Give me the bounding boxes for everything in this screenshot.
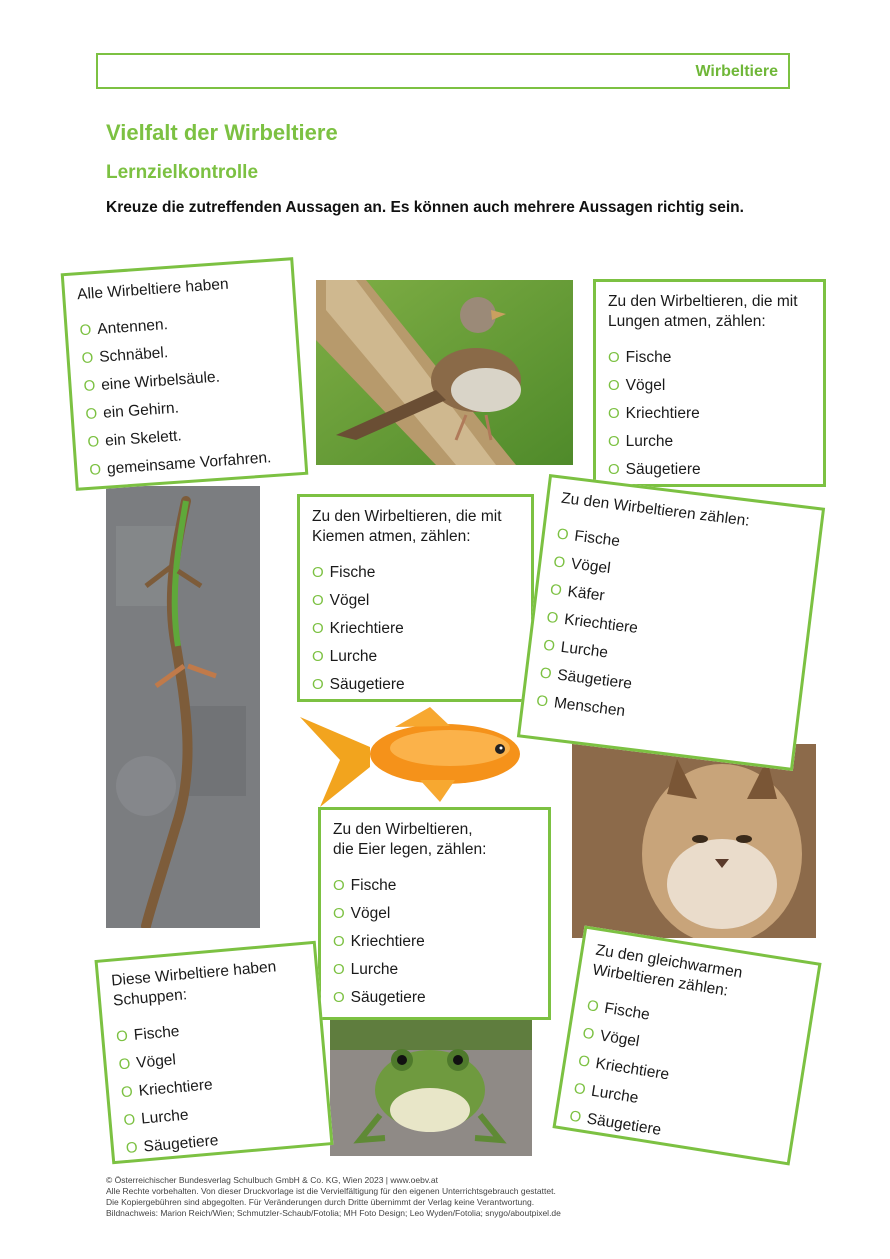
header-bar xyxy=(96,53,790,89)
option[interactable]: O Lurche xyxy=(312,648,378,665)
option[interactable]: O Käfer xyxy=(549,581,606,605)
option[interactable]: O Kriechtiere xyxy=(576,1052,671,1084)
checkbox-circle-icon[interactable]: O xyxy=(312,620,324,637)
card-heading: Zu den gleichwarmen Wirbeltieren zählen: xyxy=(591,941,744,1000)
instruction-text: Kreuze die zutreffenden Aussagen an. Es können auch mehrere Aussagen richtig sein. xyxy=(106,199,744,216)
option[interactable]: O Säugetiere xyxy=(568,1107,663,1139)
option[interactable]: O Fische xyxy=(115,1022,181,1046)
option[interactable]: O Lurche xyxy=(572,1079,640,1107)
option[interactable]: O Vögel xyxy=(581,1024,641,1051)
checkbox-circle-icon[interactable]: O xyxy=(312,648,324,665)
checkbox-circle-icon[interactable]: O xyxy=(549,581,563,600)
card-alle-wirbeltiere xyxy=(61,257,309,491)
option[interactable]: O Kriechtiere xyxy=(333,933,425,950)
frog-photo xyxy=(330,1020,532,1156)
option[interactable]: O Säugetiere xyxy=(125,1131,220,1157)
checkbox-circle-icon[interactable]: O xyxy=(83,377,96,396)
footer-line: Alle Rechte vorbehalten. Von dieser Druckvorlage ist die Vervielfältigung für den eigenen Unterrichtsgebrauch gestattet. xyxy=(106,1186,556,1196)
checkbox-circle-icon[interactable]: O xyxy=(333,961,345,978)
option[interactable]: O Lurche xyxy=(122,1106,190,1130)
option[interactable]: O Lurche xyxy=(333,961,399,978)
checkbox-circle-icon[interactable]: O xyxy=(115,1027,129,1046)
option[interactable]: O Säugetiere xyxy=(312,676,405,693)
option[interactable]: O Kriechtiere xyxy=(120,1076,214,1102)
option[interactable]: O Fische xyxy=(585,996,651,1024)
sparrow-photo xyxy=(316,280,573,465)
checkbox-circle-icon[interactable]: O xyxy=(555,525,570,544)
option[interactable]: O ein Skelett. xyxy=(86,427,183,451)
checkbox-circle-icon[interactable]: O xyxy=(535,692,550,711)
footer-line: © Österreichischer Bundesverlag Schulbuch GmbH & Co. KG, Wien 2023 | www.oebv.at xyxy=(106,1175,438,1185)
checkbox-circle-icon[interactable]: O xyxy=(538,664,553,683)
checkbox-circle-icon[interactable]: O xyxy=(333,989,345,1006)
option[interactable]: O Vögel xyxy=(552,553,612,578)
checkbox-circle-icon[interactable]: O xyxy=(333,933,345,950)
checkbox-circle-icon[interactable]: O xyxy=(312,676,324,693)
checkbox-circle-icon[interactable]: O xyxy=(552,553,567,572)
checkbox-circle-icon[interactable]: O xyxy=(86,433,100,451)
checkbox-circle-icon[interactable]: O xyxy=(608,349,620,366)
checkbox-circle-icon[interactable]: O xyxy=(84,405,98,423)
option[interactable]: O Menschen xyxy=(535,692,627,720)
option[interactable]: O Kriechtiere xyxy=(545,608,639,637)
lizard-photo xyxy=(106,486,260,928)
checkbox-circle-icon[interactable]: O xyxy=(608,433,620,450)
option[interactable]: O Lurche xyxy=(608,433,674,450)
checkbox-circle-icon[interactable]: O xyxy=(312,564,324,581)
header-tag: Wirbeltiere xyxy=(695,63,778,80)
card-wirbeltiere-zaehlen xyxy=(517,474,825,771)
goldfish-image xyxy=(300,702,522,810)
checkbox-circle-icon[interactable]: O xyxy=(333,905,345,922)
checkbox-circle-icon[interactable]: O xyxy=(312,592,324,609)
checkbox-circle-icon[interactable]: O xyxy=(81,349,94,368)
checkbox-circle-icon[interactable]: O xyxy=(608,461,620,478)
option[interactable]: O Lurche xyxy=(542,636,609,662)
option[interactable]: O Vögel xyxy=(117,1051,177,1074)
checkbox-circle-icon[interactable]: O xyxy=(117,1055,132,1074)
card-heading: Zu den Wirbeltieren zählen: xyxy=(560,489,751,530)
card-heading: Alle Wirbeltiere haben xyxy=(76,275,230,304)
footer-line: Bildnachweis: Marion Reich/Wien; Schmutzler-Schaub/Fotolia; MH Foto Design; Leo Wyden/Fotolia; snygo/aboutpixel.de xyxy=(106,1208,561,1218)
checkbox-circle-icon[interactable]: O xyxy=(608,405,620,422)
checkbox-circle-icon[interactable]: O xyxy=(581,1024,596,1044)
option[interactable]: O Vögel xyxy=(312,592,370,609)
checkbox-circle-icon[interactable]: O xyxy=(79,321,92,340)
checkbox-circle-icon[interactable]: O xyxy=(333,877,345,894)
card-schuppen xyxy=(94,941,333,1165)
card-heading: Zu den Wirbeltieren, die mit Lungen atmen, zählen: xyxy=(608,293,798,330)
checkbox-circle-icon[interactable]: O xyxy=(572,1079,587,1099)
lynx-photo xyxy=(572,744,816,938)
card-eier-legen xyxy=(318,807,551,1020)
option[interactable]: O Fische xyxy=(608,349,672,366)
option[interactable]: O Vögel xyxy=(333,905,391,922)
checkbox-circle-icon[interactable]: O xyxy=(88,461,102,479)
checkbox-circle-icon[interactable]: O xyxy=(568,1107,583,1127)
page-title: Vielfalt der Wirbeltiere xyxy=(106,120,338,145)
option[interactable]: O Fische xyxy=(555,525,621,551)
card-heading: Zu den Wirbeltieren, die Eier legen, zählen: xyxy=(333,821,487,858)
option[interactable]: O gemeinsame Vorfahren. xyxy=(88,449,272,479)
copyright-footer xyxy=(106,1175,561,1219)
checkbox-circle-icon[interactable]: O xyxy=(125,1139,139,1157)
option[interactable]: O Säugetiere xyxy=(608,461,701,478)
card-lungen xyxy=(593,279,826,487)
card-kiemen xyxy=(297,494,534,702)
checkbox-circle-icon[interactable]: O xyxy=(542,636,556,655)
checkbox-circle-icon[interactable]: O xyxy=(585,996,600,1016)
option[interactable]: O Kriechtiere xyxy=(608,405,700,422)
checkbox-circle-icon[interactable]: O xyxy=(608,377,620,394)
card-heading: Diese Wirbeltiere haben Schuppen: xyxy=(110,958,277,1010)
option[interactable]: O eine Wirbelsäule. xyxy=(83,368,221,396)
page-subtitle: Lernzielkontrolle xyxy=(106,162,259,183)
checkbox-circle-icon[interactable]: O xyxy=(576,1052,592,1071)
checkbox-circle-icon[interactable]: O xyxy=(545,608,560,628)
checkbox-circle-icon[interactable]: O xyxy=(120,1083,134,1102)
option[interactable]: O Vögel xyxy=(608,377,666,394)
option[interactable]: O Fische xyxy=(333,877,397,894)
option[interactable]: O Kriechtiere xyxy=(312,620,404,637)
footer-line: Die Kopiergebühren sind abgegolten. Für Veränderungen durch Dritte übernimmt der Verlag keine Verantwortung. xyxy=(106,1197,535,1207)
card-heading: Zu den Wirbeltieren, die mit Kiemen atmen, zählen: xyxy=(312,508,502,545)
option[interactable]: O ein Gehirn. xyxy=(84,399,180,423)
option[interactable]: O Antennen. xyxy=(79,316,169,340)
option[interactable]: O Schnäbel. xyxy=(81,344,169,368)
option[interactable]: O Säugetiere xyxy=(333,989,426,1006)
option[interactable]: O Säugetiere xyxy=(538,664,633,693)
card-gleichwarm xyxy=(552,925,821,1165)
checkbox-circle-icon[interactable]: O xyxy=(122,1111,136,1130)
option[interactable]: O Fische xyxy=(312,564,376,581)
